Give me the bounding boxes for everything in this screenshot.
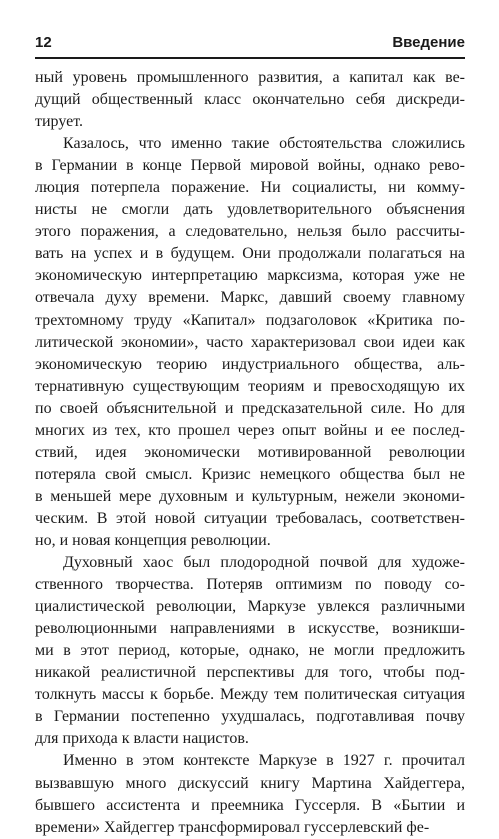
header-rule [35, 57, 465, 59]
text-line: ный уровень промышленного развития, а капитал как ве- [35, 69, 465, 86]
text-line: Казалось, что именно такие обстоятельства сложились [63, 135, 465, 153]
text-line: по своей объяснительной и предсказательной силе. Но для [35, 399, 465, 417]
text-line: ческим. В этой новой ситуации требовалась, соответствен- [35, 509, 465, 527]
section-title: Введение [392, 34, 465, 51]
text-line: дущий общественный класс окончательно себя дискреди- [35, 91, 465, 109]
text-line: нисты не смогли дать удовлетворительного объяснения [35, 201, 465, 219]
text-line: литической экономии», часто характеризовал свои идеи как [35, 333, 465, 351]
text-line: этого поражения, а следовательно, нельзя было рассчиты- [35, 223, 465, 241]
text-line: никакой реалистичной перспективы для того, чтобы под- [35, 664, 465, 682]
text-line: потеряла свой смысл. Кризис немецкого общества был не [35, 465, 465, 483]
text-line: для прихода к власти нацистов. [35, 730, 249, 748]
text-line: толкнуть массы к борьбе. Между тем политическая ситуация [35, 686, 465, 704]
paragraph [35, 133, 465, 552]
text-line: времени» Хайдеггер трансформировал гуссерлевский фе- [35, 818, 430, 836]
text-line: отвечала духу времени. Маркс, давший своему главному [35, 289, 465, 307]
text-line: революционными направлениями в искусстве, возникши- [35, 620, 465, 638]
text-line: Именно в этом контексте Маркузе в 1927 г. прочитал [63, 752, 465, 770]
text-line: в Германии постепенно ухудшалась, подготавливая почву [35, 708, 465, 726]
text-line: Духовный хаос был плодородной почвой для художе- [63, 554, 465, 572]
running-head [35, 32, 465, 54]
text-line: тирует. [35, 113, 84, 131]
text-line: экономическую интерпретацию марксизма, которая уже не [35, 267, 465, 285]
paragraph [35, 552, 465, 750]
text-line: трехтомному труду «Капитал» подзаголовок «Критика по- [35, 311, 465, 329]
text-line: в Германии в конце Первой мировой войны, однако рево- [35, 157, 465, 175]
text-line: экономическую теорию индустриального общества, аль- [35, 355, 465, 373]
text-line: вать на успех и в будущем. Они продолжали полагаться на [35, 245, 465, 263]
text-line: но, и новая концепция революции. [35, 531, 271, 549]
text-line: ствий, идея экономически мотивированной революции [35, 443, 465, 461]
page-number: 12 [35, 34, 52, 51]
text-line: тернативную существующим теориям и превосходящую их [35, 377, 465, 395]
text-line: в меньшей мере духовным и культурным, нежели экономи- [35, 487, 465, 505]
paragraph [35, 67, 465, 133]
text-line: люция потерпела поражение. Ни социалисты, ни комму- [35, 179, 465, 197]
text-line: ми в этот период, которые, однако, не могли предложить [35, 642, 465, 660]
paragraph [35, 750, 465, 838]
text-line: ственного творчества. Потеряв оптимизм по поводу со- [35, 576, 465, 594]
text-line: циалистической революции, Маркузе увлекся различными [35, 598, 465, 616]
text-line: многих из тех, кто прошел через опыт войны и ее послед- [35, 421, 465, 439]
body-text [35, 67, 465, 839]
text-line: бывшего ассистента и преемника Гуссерля. В «Бытии и [35, 796, 465, 814]
text-line: вызвавшую много дискуссий книгу Мартина Хайдеггера, [35, 774, 465, 792]
